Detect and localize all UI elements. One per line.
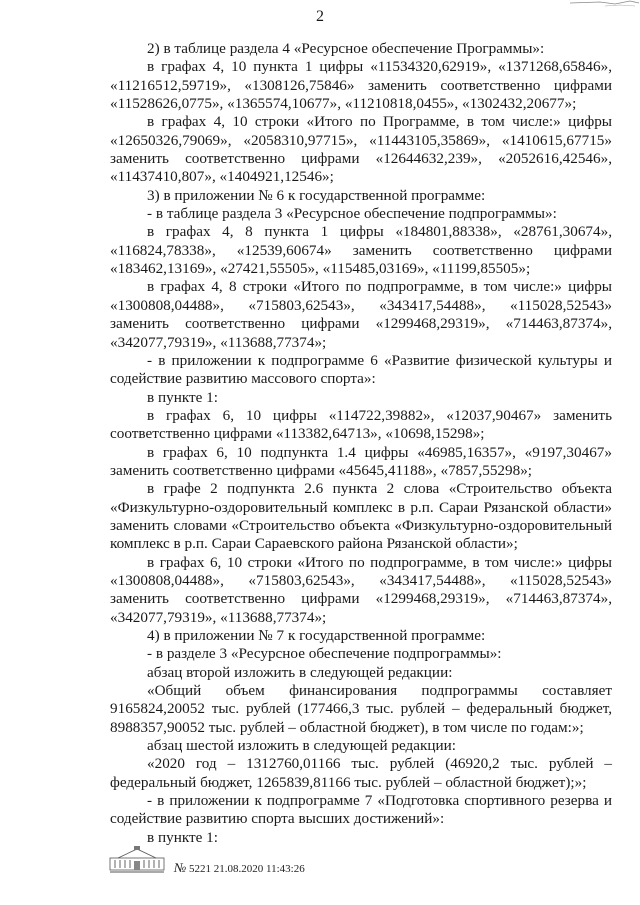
document-body: [110, 40, 612, 847]
paragraph: абзац второй изложить в следующей редакции:: [147, 663, 453, 681]
paragraph: 2) в таблице раздела 4 «Ресурсное обеспечение Программы»:: [147, 40, 545, 57]
document-registration-number: [174, 860, 305, 876]
paragraph: - в приложении к подпрограмме 6 «Развитие физической культуры и содействие развитию массового спорта»:: [110, 351, 612, 388]
paragraph: - в разделе 3 «Ресурсное обеспечение подпрограммы»:: [147, 645, 502, 663]
paragraph: в графах 6, 10 цифры «114722,39882», «12037,90467» заменить соответственно цифрами «113382,64713», «10698,15298»;: [110, 406, 612, 443]
doc-number: 5221: [189, 863, 212, 875]
number-symbol: №: [174, 860, 187, 875]
paragraph: в графах 4, 8 строки «Итого по подпрограмме, в том числе:» цифры «1300808,04488», «715803,62543», «343417,54488», «115028,52543» заменить соответственно цифрами «1299468,29319», «714463,87374», «342077,79319», «113688,77374»;: [110, 278, 612, 351]
page-number: 2: [316, 8, 324, 25]
document-footer: [108, 840, 408, 880]
paragraph: в графах 6, 10 подпункта 1.4 цифры «46985,16357», «9197,30467» заменить соответственно цифрами «45645,41188», «7857,55298»;: [110, 443, 612, 479]
paragraph: 3) в приложении № 6 к государственной программе:: [147, 186, 486, 204]
paragraph: в пункте 1:: [147, 388, 218, 406]
paragraph: в пункте 1:: [147, 828, 218, 846]
paragraph: «Общий объем финансирования подпрограммы составляет 9165824,20052 тыс. рублей (177466,3 тыс. рублей – федеральный бюджет, 8988357,90052 тыс. рублей – областной бюджет), в том числе по годам:»;: [110, 682, 612, 736]
paragraph: в графах 6, 10 строки «Итого по подпрограмме, в том числе:» цифры «1300808,04488», «715803,62543», «343417,54488», «115028,52543» заменить соответственно цифрами «1299468,29319», «714463,87374», «342077,79319», «113688,77374»;: [110, 553, 612, 626]
doc-datetime: 21.08.2020 11:43:26: [213, 863, 305, 875]
paragraph: - в приложении к подпрограмме 7 «Подготовка спортивного резерва и содействие развитию спорта высших достижений»:: [110, 792, 612, 828]
paragraph: в графах 4, 8 пункта 1 цифры «184801,88338», «28761,30674», «116824,78338», «12539,60674» заменить соответственно цифрами «183462,13169», «27421,55505», «115485,03169», «11199,85505»;: [110, 223, 612, 278]
paragraph: в графах 4, 10 пункта 1 цифры «11534320,62919», «1371268,65846», «11216512,59719», «1308126,75846» заменить соответственно цифрами «11528626,0775», «1365574,10677», «11210818,0455», «1302432,20677»;: [110, 58, 612, 113]
paragraph: 4) в приложении № 7 к государственной программе:: [147, 627, 486, 644]
paragraph: в графе 2 подпункта 2.6 пункта 2 слова «Строительство объекта «Физкультурно-оздоровительный комплекс в р.п. Сараи Рязанской области» заменить словами «Строительство объекта «Физкультурно-оздоровительный комплекс в р.п. Сараи Сараевского района Рязанской области»;: [110, 480, 612, 553]
paragraph: в графах 4, 10 строки «Итого по Программе, в том числе:» цифры «12650326,79069», «2058310,97715», «11443105,35869», «1410615,67715» заменить соответственно цифрами «12644632,239», «2052616,42546», «11437410,807», «1404921,12546»;: [110, 113, 612, 186]
paragraph: абзац шестой изложить в следующей редакции:: [147, 737, 456, 755]
paragraph: - в таблице раздела 3 «Ресурсное обеспечение подпрограммы»:: [147, 205, 557, 223]
government-building-stamp-icon: [108, 844, 166, 874]
paragraph: «2020 год – 1312760,01166 тыс. рублей (46920,2 тыс. рублей – федеральный бюджет, 1265839,81166 тыс. рублей – областной бюджет);»;: [110, 755, 612, 791]
